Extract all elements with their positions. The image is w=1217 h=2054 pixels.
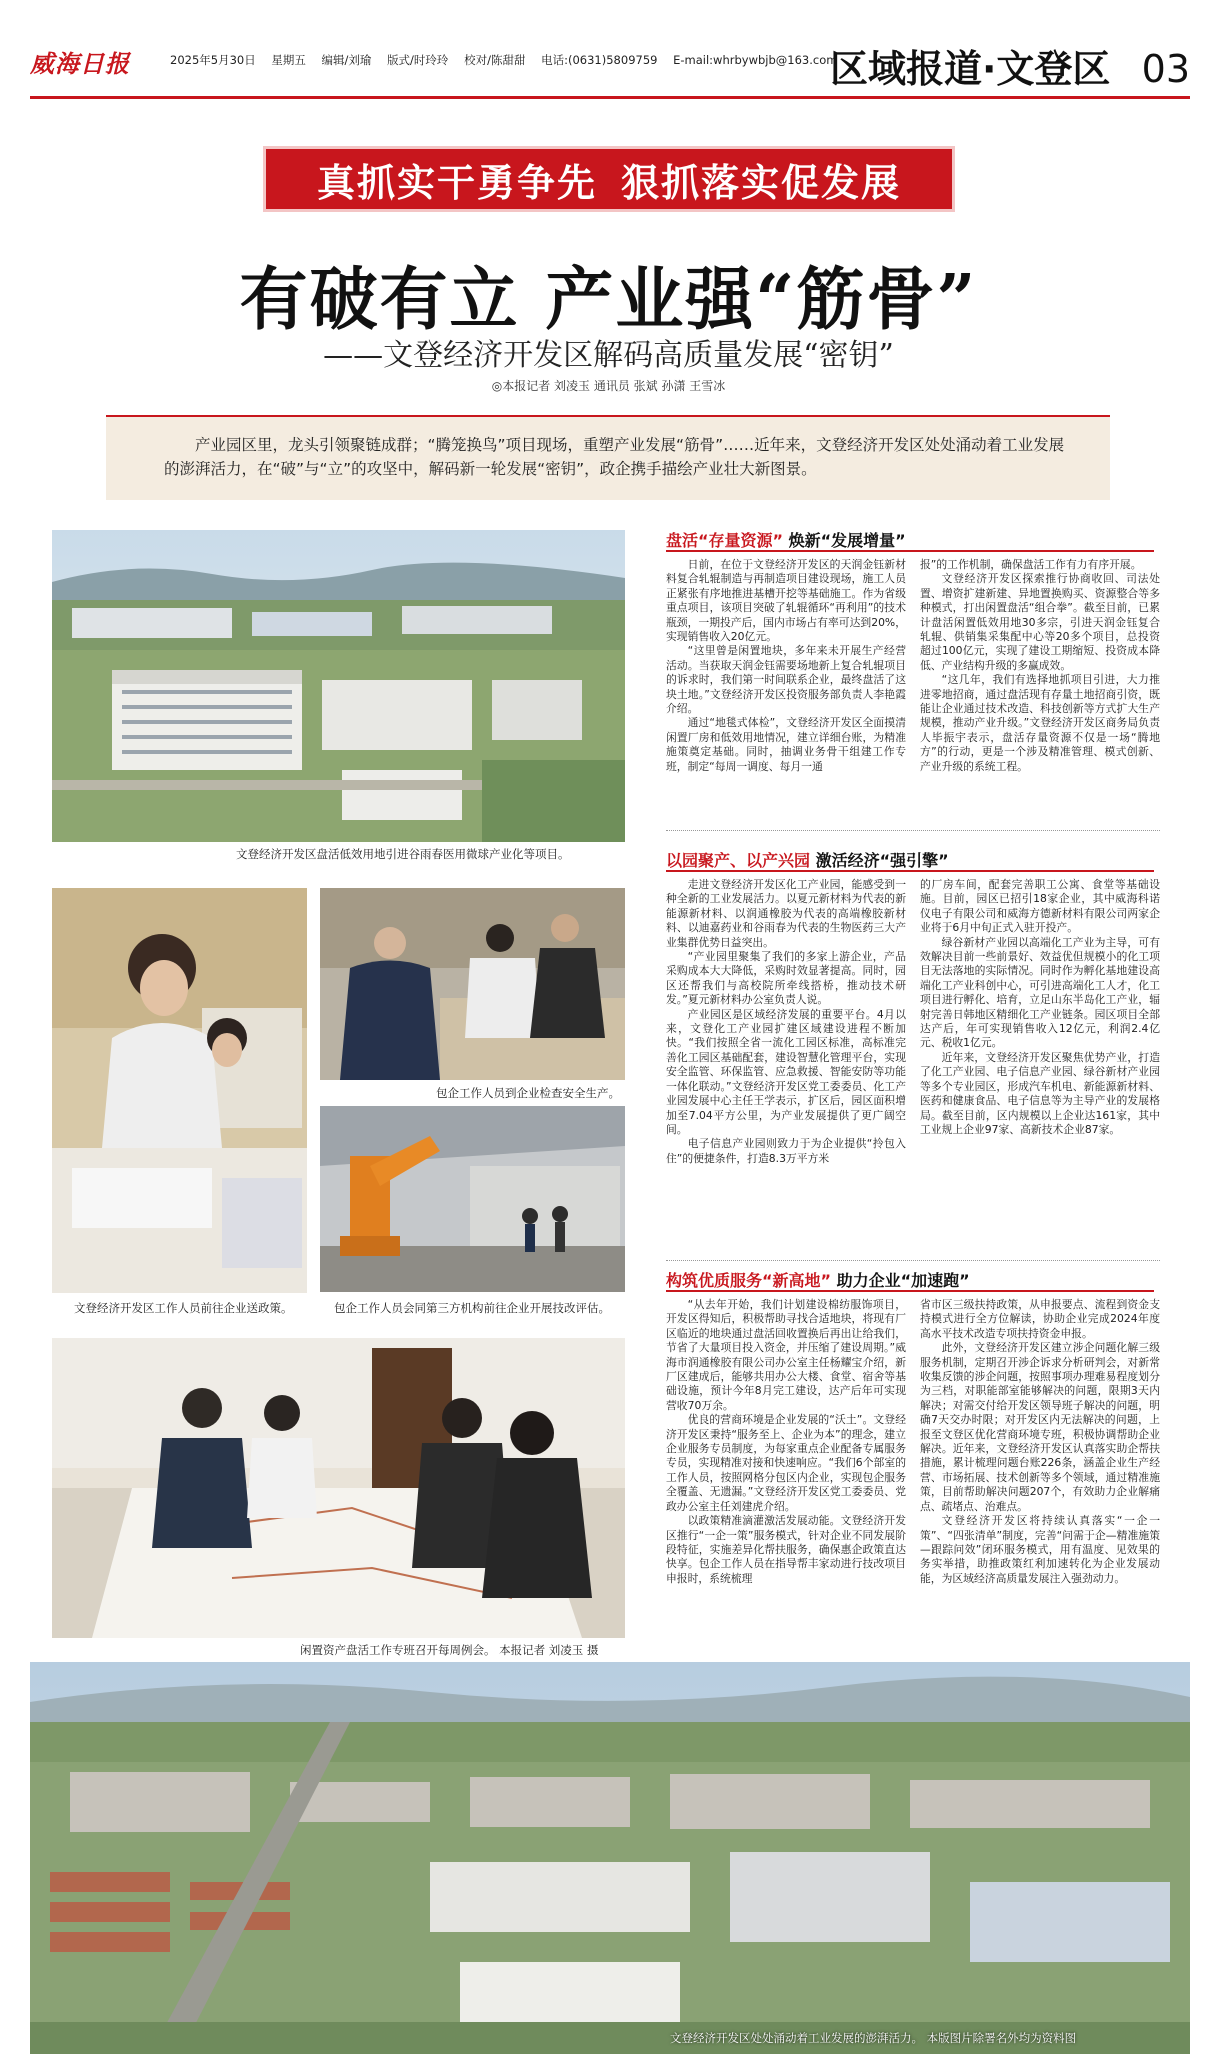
caption-aerial: 文登经济开发区盘活低效用地引进谷雨春医用微球产业化等项目。 [236, 847, 570, 861]
paragraph: 通过“地毯式体检”，文登经济开发区全面摸清闲置厂房和低效用地情况，建立详细台账，为精准施策奠定基础。同时，抽调业务骨干组建工作专班，制定“每周一调度、每月一通 [666, 716, 906, 773]
section-title [830, 38, 1190, 93]
section-2-heading [666, 848, 949, 871]
paragraph: 文登经济开发区探索推行协商收回、司法处置、增资扩建新建、异地置换购买、资源整合等多种模式，打出闲置盘活“组合拳”。截至目前，已累计盘活闲置低效用地30多宗，引进天润金钰复合轧辊、供销集采集配中心等20多个项目，总投资超过100亿元，实现了建设工期缩短、投资成本降低、产业结构升级的多赢成效。 [920, 572, 1160, 672]
issue-info [170, 52, 849, 68]
paragraph: 产业园区是区域经济发展的重要平台。4月以来，文登化工产业园扩建区域建设进程不断加快。“我们按照全省一流化工园区标准，高标准完善化工园区基础配套，建设智慧化管理平台，实现安全监管、环保监管、应急救援、智能安防等功能一体化联动。”文登经济开发区党工委委员、化工产业园发展中心主任王学表示，扩区后，园区面积增加至7.04平方公里，为产业发展提供了更广阔空间。 [666, 1007, 906, 1136]
caption-panorama: 文登经济开发区处处涌动着工业发展的澎湃活力。 本版图片除署名外均为资料图 [670, 2031, 1077, 2045]
section-divider [666, 1260, 1160, 1261]
paragraph: 的厂房车间，配套完善职工公寓、食堂等基础设施。目前，园区已招引18家企业，其中威海科诺仪电子有限公司和威海方德新材料有限公司两家企业将于6月中旬正式入驻开投产。 [920, 878, 1160, 935]
section-2-rule [666, 870, 1154, 872]
section-1-rule [666, 550, 1154, 552]
photo-policy-delivery [52, 888, 307, 1293]
caption-meeting: 闲置资产盘活工作专班召开每周例会。 本报记者 刘凌玉 摄 [300, 1643, 599, 1657]
phone: 电话:(0631)5809759 [541, 53, 658, 67]
caption-safety: 包企工作人员到企业检查安全生产。 [436, 1086, 620, 1100]
section-divider [666, 830, 1160, 831]
section-2-col-2 [920, 878, 1160, 1253]
section-2-heading-rest: 激活经济“强引擎” [815, 851, 949, 870]
paragraph: 报”的工作机制，确保盘活工作有力有序开展。 [920, 558, 1142, 571]
masthead [30, 38, 1190, 100]
section-3-heading-rest: 助力企业“加速跑” [836, 1271, 970, 1290]
editor-credit: 编辑/刘瑜 [321, 53, 372, 67]
paragraph: 以政策精准滴灌激活发展动能。文登经济开发区推行“一企一策”服务模式，针对企业不同发展阶段特征，实施差异化帮扶服务，确保惠企政策直达快享。包企工作人员在指导帮丰家动进行技改项目申报时，系统梳理 [666, 1514, 906, 1585]
photo-robot-workshop [320, 1106, 625, 1292]
issue-date: 2025年5月30日 [170, 53, 256, 67]
section-2-heading-highlight: 以园聚产、以产兴园 [666, 851, 811, 870]
layout-credit: 版式/时玲玲 [387, 53, 449, 67]
section-3-heading [666, 1268, 970, 1291]
section-3-rule [666, 1290, 1154, 1292]
paragraph: “这里曾是闲置地块，多年来未开展生产经营活动。当获取天润金钰需要场地新上复合轧辊项目的诉求时，我们第一时间联系企业，最终盘活了这块土地。”文登经济开发区投资服务部负责人李艳霞介绍。 [666, 644, 906, 716]
email: E-mail:whrbywbjb@163.com [673, 53, 838, 67]
section-1-heading-rest: 焕新“发展增量” [788, 531, 906, 550]
section-3-col-1 [666, 1298, 906, 1656]
paragraph: 近年来，文登经济开发区聚焦优势产业，打造了化工产业园、电子信息产业园、绿谷新材产业园等多个专业园区，形成汽车机电、新能源新材料、医药和健康食品、电子信息等为主导产业的发展格局。截至目前，区内规模以上企业达161家，其中工业规上企业97家、高新技术企业87家。 [920, 1050, 1160, 1136]
section-1-heading [666, 528, 906, 551]
paragraph: 省市区三级扶持政策，从申报要点、流程到资金支持模式进行全方位解读，协助企业完成2024年度高水平技术改造专项扶持资金申报。 [920, 1298, 1160, 1340]
banner-part2: 狠抓落实促发展 [621, 160, 902, 205]
paragraph: “产业园里聚集了我们的多家上游企业，产品采购成本大大降低，采购时效显著提高。同时，园区还帮我们与高校院所牵线搭桥，推动技术研发。”夏元新材料办公室负责人说。 [666, 950, 906, 1007]
section-3-heading-highlight: 构筑优质服务“新高地” [666, 1271, 832, 1290]
theme-banner [263, 146, 955, 212]
photo-safety-inspection [320, 888, 625, 1080]
section-name: 区域报道·文登区 [829, 47, 1111, 91]
subheadline: ——文登经济开发区解码高质量发展“密钥” [323, 338, 894, 373]
byline: ◎本报记者 刘凌玉 通讯员 张斌 孙潇 王雪冰 [491, 379, 726, 393]
section-3-col-2 [920, 1298, 1160, 1656]
paragraph: 走进文登经济开发区化工产业园，能感受到一种全新的工业发展活力。以夏元新材料为代表的新能源新材料、以润通橡胶为代表的高端橡胶新材料、以迪嘉药业和谷雨春为代表的生物医药三大产业集群优势日益突出。 [666, 878, 906, 949]
paragraph: 绿谷新材产业园以高端化工产业为主导，可有效解决目前一些前景好、效益优但规模小的化工项目无法落地的实际情况。同时作为孵化基地建设高端化工产业科创中心，可引进高端化工人才，化工项目进行孵化、培育，立足山东半岛化工产业，辐射完善日韩地区精细化工产业链条。园区项目全部达产后，年可实现销售收入12亿元，利润2.4亿元、税收1亿元。 [920, 935, 1160, 1050]
paragraph: 电子信息产业园则致力于为企业提供“拎包入住”的便捷条件，打造8.3万平方米 [666, 1137, 906, 1165]
banner-part1: 真抓实干勇争先 [316, 160, 597, 205]
paragraph: 此外，文登经济开发区建立涉企问题化解三级服务机制，定期召开涉企诉求分析研判会，对新常收集反馈的涉企问题，按照事项办理难易程度划分为三档，对职能部室能够解决的问题，限期3天内解决；对需交付给开发区领导班子解决的问题，明确7天交办时限；对开发区内无法解决的问题，上报至文登区优化营商环境专班，积极协调帮助企业解决。近年来，文登经济开发区认真落实助企帮扶措施，累计梳理问题台账226条，涵盖企业生产经营、市场拓展、技术创新等多个领域，通过精准施策，目前帮助解决问题207个，有效助力企业解痛点、疏堵点、治难点。 [920, 1341, 1160, 1513]
paragraph: 日前，在位于文登经济开发区的天润金钰新材料复合轧辊制造与再制造项目建设现场，施工人员正紧张有序地推进基槽开挖等基础施工。作为省级重点项目，该项目突破了轧辊循环“再利用”的技术瓶颈，一期投产后，国内市场占有率可达到20%，实现销售收入20亿元。 [666, 558, 906, 644]
masthead-rule [30, 96, 1190, 99]
paragraph: 优良的营商环境是企业发展的“沃土”。文登经济开发区秉持“服务至上、企业为本”的理念，建立企业服务专员制度，为每家重点企业配备专属服务专员，实现精准对接和快速响应。“我们6个部室的工作人员，按照网格分包区内企业，实现包企服务全覆盖、无遗漏。”文登经济开发区党工委委员、党政办公室主任刘建虎介绍。 [666, 1413, 906, 1513]
issue-weekday: 星期五 [271, 53, 306, 67]
section-1-heading-highlight: 盘活“存量资源” [666, 531, 784, 550]
caption-robot: 包企工作人员会同第三方机构前往企业开展技改评估。 [334, 1301, 610, 1315]
paragraph: 文登经济开发区将持续认真落实“一企一策”、“四张清单”制度，完善“问需于企—精准施策—跟踪问效”闭环服务模式，用有温度、见效果的务实举措，助推政策红利加速转化为企业发展动能，为区域经济高质量发展注入强劲动力。 [920, 1514, 1160, 1585]
headline: 有破有立 产业强“筋骨” [239, 260, 978, 340]
paragraph: “从去年开始，我们计划建设棉纺服饰项目，开发区得知后，积极帮助寻找合适地块，将现有厂区临近的地块通过盘活回收置换后再出让给我们，节省了大量项目投入资金，并压缩了建设周期。”威海市润通橡胶有限公司办公室主任杨耀宝介绍，新厂区建成后，能够共用办公大楼、食堂、宿舍等基础设施，预计今年8月完工建设，达产后年可实现营收70万余。 [666, 1298, 906, 1412]
section-1-col-2 [920, 558, 1160, 822]
photo-aerial-factories [52, 530, 625, 842]
newspaper-logo: 威海日报 [30, 49, 130, 78]
lead-paragraph: 产业园区里，龙头引领聚链成群；“腾笼换鸟”项目现场，重塑产业发展“筋骨”……近年来，文登经济开发区处处涌动着工业发展的澎湃活力，在“破”与“立”的攻坚中，解码新一轮发展“密钥”，政企携手描绘产业壮大新图景。 [106, 415, 1110, 500]
photo-weekly-meeting [52, 1338, 625, 1638]
caption-policy: 文登经济开发区工作人员前往企业送政策。 [74, 1301, 293, 1315]
section-2-col-1 [666, 878, 906, 1253]
page-number: 03 [1141, 47, 1190, 91]
photo-city-panorama [30, 1662, 1190, 2054]
paragraph: “这几年，我们有选择地抓项目引进，大力推进零地招商，通过盘活现有存量土地招商引资，既能让企业通过技术改造、科技创新等方式扩大生产规模，推动产业升级。”文登经济开发区商务局负责人毕振宇表示，盘活存量资源不仅是一场“腾地方”的行动，更是一个涉及精准管理、模式创新、产业升级的系统工程。 [920, 673, 1160, 773]
proof-credit: 校对/陈甜甜 [464, 53, 526, 67]
section-1-col-1 [666, 558, 906, 822]
